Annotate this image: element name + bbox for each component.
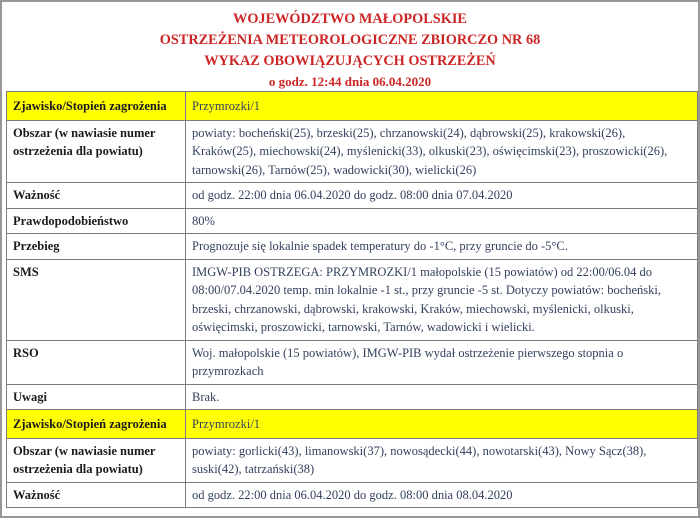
row-value: IMGW-PIB OSTRZEGA: PRZYMROZKI/1 małopolskie (15 powiatów) od 22:00/06.04 do 08:00/07.04.2020 temp. min lokalnie -1 st., przy gruncie -5 st. Dotyczy powiatów: bocheński, brzeski, chrzanowski, dąbrowski, krakowski, Kraków, miechowski, myślenicki, olkuski, oświęcimski, proszowicki, tarnowski, Tarnów, wadowicki i wielicki.	[186, 259, 698, 340]
table-row	[7, 438, 698, 482]
row-label: Przebieg	[7, 234, 186, 260]
row-value: od godz. 22:00 dnia 06.04.2020 do godz. 08:00 dnia 08.04.2020	[186, 482, 698, 508]
table-row	[7, 384, 698, 410]
table-row	[7, 92, 698, 121]
row-value: Brak.	[186, 384, 698, 410]
table-row	[7, 183, 698, 209]
row-value: Przymrozki/1	[186, 410, 698, 439]
warnings-table	[6, 91, 698, 508]
row-value: Woj. małopolskie (15 powiatów), IMGW-PIB wydał ostrzeżenie pierwszego stopnia o przymrozkach	[186, 340, 698, 384]
row-value: 80%	[186, 208, 698, 234]
row-label: RSO	[7, 340, 186, 384]
header-bulletin-title: OSTRZEŻENIA METEOROLOGICZNE ZBIORCZO NR 68	[159, 32, 541, 48]
table-row	[7, 208, 698, 234]
table-row	[7, 482, 698, 508]
row-label: Zjawisko/Stopień zagrożenia	[7, 92, 186, 121]
document-header	[2, 2, 698, 91]
row-label: SMS	[7, 259, 186, 340]
row-label: Zjawisko/Stopień zagrożenia	[7, 410, 186, 439]
header-subtitle: WYKAZ OBOWIĄZUJĄCYCH OSTRZEŻEŃ	[204, 53, 496, 69]
table-row	[7, 234, 698, 260]
table-row	[7, 259, 698, 340]
row-label: Obszar (w nawiasie numer ostrzeżenia dla powiatu)	[7, 438, 186, 482]
row-value: Przymrozki/1	[186, 92, 698, 121]
table-row	[7, 410, 698, 439]
row-label: Ważność	[7, 183, 186, 209]
row-label: Prawdopodobieństwo	[7, 208, 186, 234]
row-value: powiaty: gorlicki(43), limanowski(37), nowosądecki(44), nowotarski(43), Nowy Sącz(38), suski(42), tatrzański(38)	[186, 438, 698, 482]
warnings-table-body	[7, 92, 698, 508]
table-row	[7, 340, 698, 384]
row-value: powiaty: bocheński(25), brzeski(25), chrzanowski(24), dąbrowski(25), krakowski(26), Kraków(25), miechowski(24), myślenicki(33), olkuski(23), oświęcimski(23), proszowicki(26), tarnowski(26), Tarnów(25), wadowicki(30), wielicki(26)	[186, 120, 698, 183]
row-label: Obszar (w nawiasie numer ostrzeżenia dla powiatu)	[7, 120, 186, 183]
header-issue-time: o godz. 12:44 dnia 06.04.2020	[268, 74, 432, 89]
row-label: Uwagi	[7, 384, 186, 410]
row-value: od godz. 22:00 dnia 06.04.2020 do godz. 08:00 dnia 07.04.2020	[186, 183, 698, 209]
table-row	[7, 120, 698, 183]
header-voivodeship: WOJEWÓDZTWO MAŁOPOLSKIE	[233, 11, 467, 27]
row-label: Ważność	[7, 482, 186, 508]
row-value: Prognozuje się lokalnie spadek temperatury do -1°C, przy gruncie do -5°C.	[186, 234, 698, 260]
